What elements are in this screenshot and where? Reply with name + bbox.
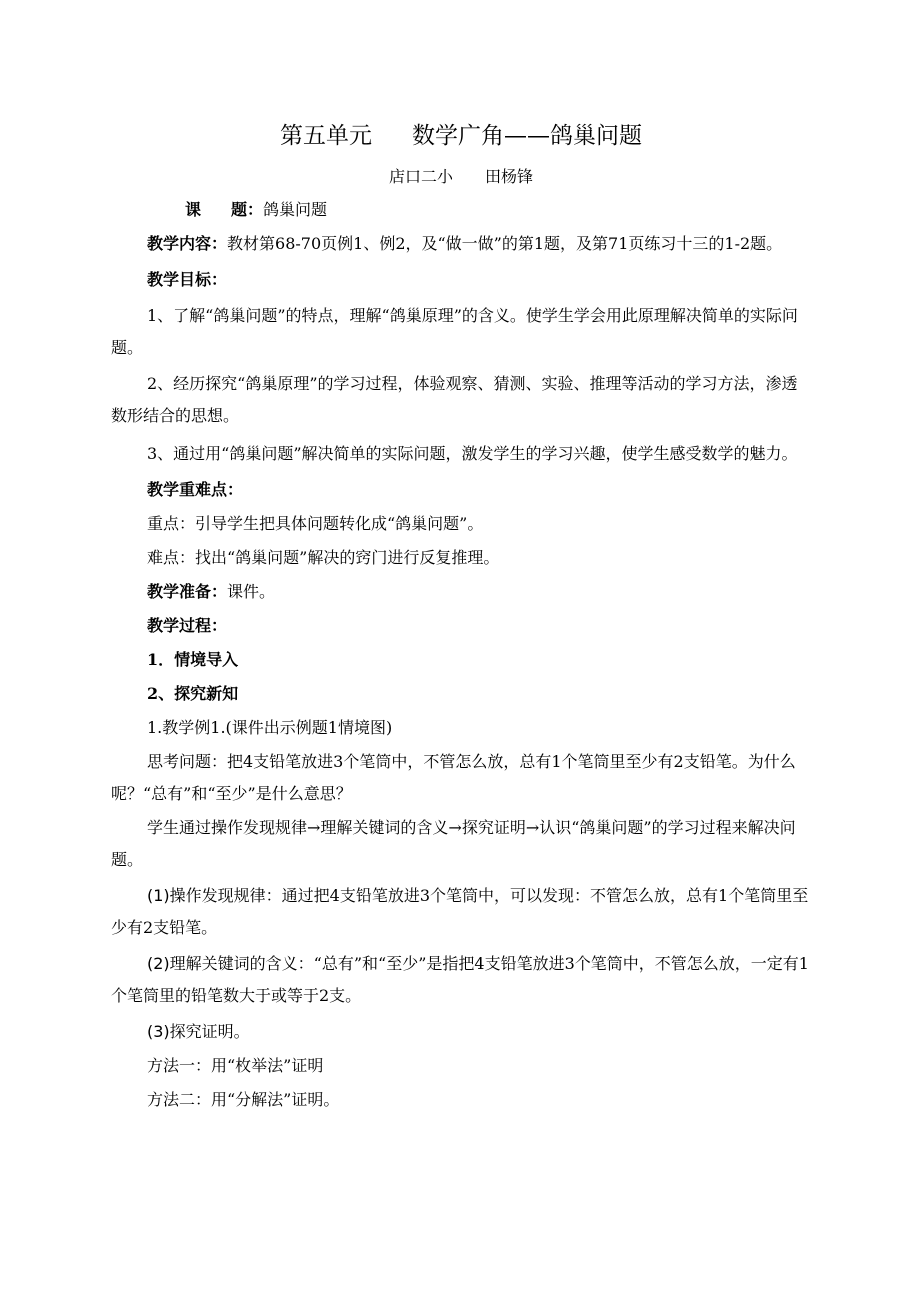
topic-label-b: 题： <box>231 200 264 219</box>
document-page <box>111 118 811 1116</box>
process-step: 2、探究新知 <box>147 684 239 703</box>
topic-label-a: 课 <box>185 200 202 219</box>
part-text: 操作发现规律：通过把4支铅笔放进3个笔筒中，可以发现：不管怎么放，总有1个笔筒里至少有2支铅笔。 <box>111 886 809 937</box>
objective-item: 2、经历探究“鸽巢原理”的学习过程，体验观察、猜测、实验、推理等活动的学习方法，渗透数形结合的思想。 <box>111 374 798 425</box>
method-two: 方法二：用“分解法”证明。 <box>147 1090 340 1109</box>
unit-label: 第五单元 <box>280 123 372 149</box>
author-line <box>111 162 811 192</box>
key-point-difficulty: 难点：找出“鸽巢问题”解决的窍门进行反复推理。 <box>147 548 500 567</box>
learning-approach: 学生通过操作发现规律→理解关键词的含义→探究证明→认识“鸽巢问题”的学习过程来解决问题。 <box>111 818 796 869</box>
part-discover <box>111 880 811 944</box>
part-understand <box>111 948 811 1012</box>
document-title <box>111 118 811 154</box>
part-prove <box>111 1016 811 1048</box>
key-point-focus: 重点：引导学生把具体问题转化成“鸽巢问题”。 <box>147 514 484 533</box>
content-label: 教学内容： <box>147 234 228 253</box>
process-step: 1．情境导入 <box>147 650 239 669</box>
objective-item: 1、了解“鸽巢问题”的特点，理解“鸽巢原理”的含义。使学生学会用此原理解决简单的实际问题。 <box>111 306 798 357</box>
lesson-topic <box>111 194 811 226</box>
topic-value: 鸽巢问题 <box>263 200 328 219</box>
thinking-question: 思考问题：把4支铅笔放进3个笔筒中，不管怎么放，总有1个笔筒里至少有2支铅笔。为什么呢？“总有”和“至少”是什么意思？ <box>111 752 796 803</box>
key-points-heading: 教学重难点： <box>147 480 244 499</box>
objective-item: 3、通过用“鸽巢问题”解决简单的实际问题，激发学生的学习兴趣，使学生感受数学的魅力。 <box>147 444 798 463</box>
part-text: 理解关键词的含义：“总有”和“至少”是指把4支铅笔放进3个笔筒中，不管怎么放，一定有1个笔筒里的铅笔数大于或等于2支。 <box>111 954 809 1005</box>
preparation-label: 教学准备： <box>147 582 228 601</box>
part-number: (1) <box>147 886 170 905</box>
process-heading: 教学过程： <box>147 616 228 635</box>
preparation-value: 课件。 <box>227 582 276 601</box>
teacher-name: 田杨锋 <box>485 167 534 186</box>
unit-topic: 数学广角——鸽巢问题 <box>412 123 642 149</box>
preparation <box>111 576 811 608</box>
method-one: 方法一：用“枚举法”证明 <box>147 1056 324 1075</box>
school-name: 店口二小 <box>388 167 453 186</box>
example-line: 1.教学例1.(课件出示例题1情境图) <box>147 718 393 737</box>
part-number: (3) <box>147 1022 170 1041</box>
content-text: 教材第68-70页例1、例2，及“做一做”的第1题，及第71页练习十三的1-2题。 <box>227 234 783 253</box>
part-number: (2) <box>147 954 170 973</box>
objectives-heading: 教学目标： <box>147 270 228 289</box>
part-text: 探究证明。 <box>169 1022 250 1041</box>
teaching-content <box>111 228 811 260</box>
